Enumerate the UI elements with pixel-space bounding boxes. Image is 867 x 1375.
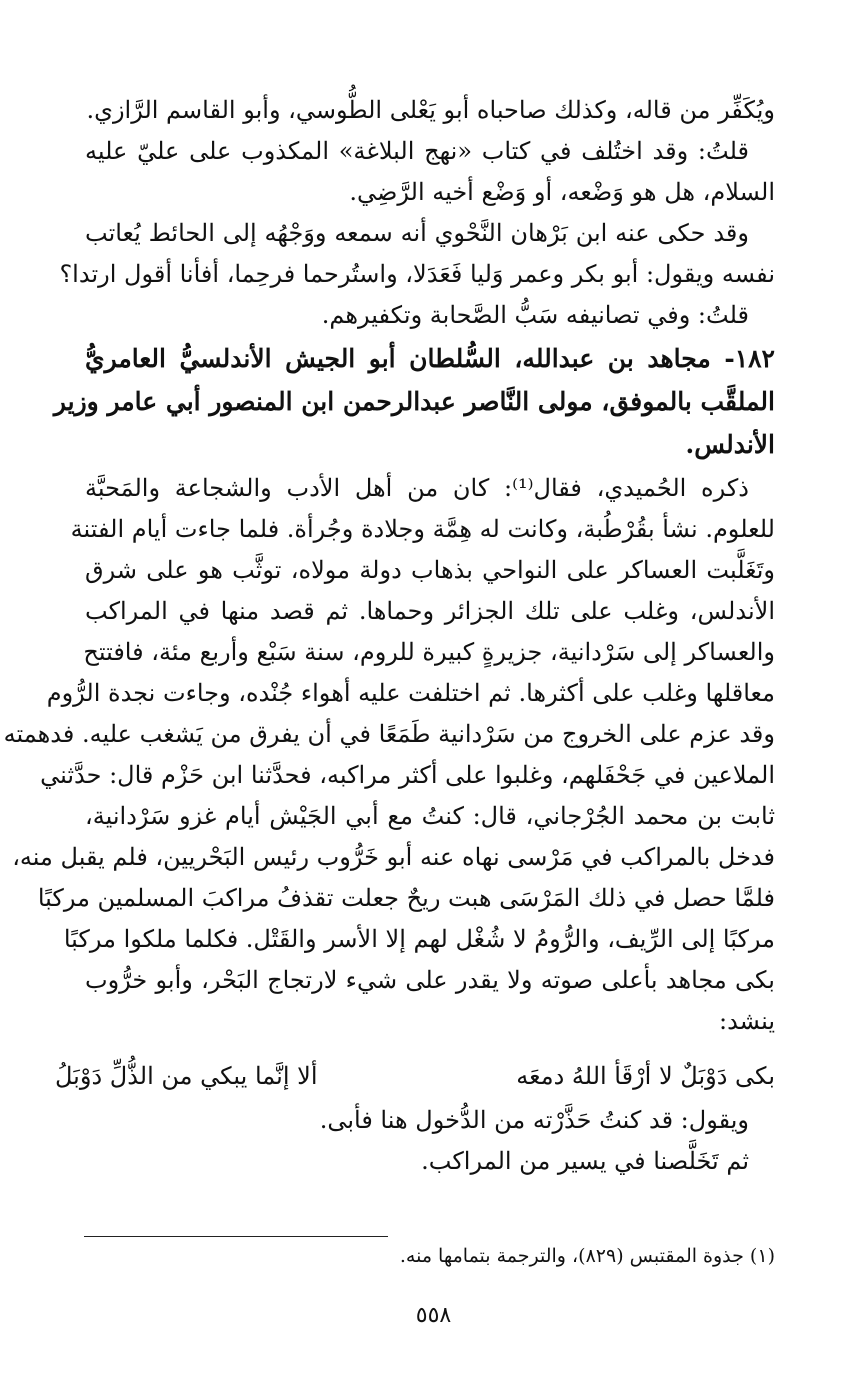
text-line: قلتُ: وفي تصانيفه سَبُّ الصَّحابة وتكفيرهم. — [321, 301, 749, 329]
text-line: فلمَّا حصل في ذلك المَرْسَى هبت ريحٌ جعلت تقذفُ مراكبَ المسلمين مركبًا — [37, 884, 775, 912]
footnote-divider — [84, 1236, 388, 1237]
text-line: والعساكر إلى سَرْدانية، جزيرةٍ كبيرة للروم، سنة سَبْع وأربع مئة، فافتتح — [83, 638, 775, 666]
text-line: ينشد: — [718, 1007, 775, 1035]
top-paragraphs — [59, 90, 775, 336]
heading-line: ١٨٢- مجاهد بن عبدالله، السُّلطان أبو الجيش الأندلسيُّ العامريُّ — [85, 344, 775, 373]
footnote: (١) جذوة المقتبس (٨٢٩)، والترجمة بتمامها منه. — [399, 1245, 775, 1267]
text-line: الأندلس، وغلب على تلك الجزائر وحماها. ثم قصد منها في المراكب — [85, 597, 775, 625]
text-line: ويُكَفِّر من قاله، وكذلك صاحباه أبو يَعْلى الطُّوسي، وأبو القاسم الرَّازي. — [86, 96, 775, 124]
text-line: بكى مجاهد بأعلى صوته ولا يقدر على شيء لارتجاج البَحْر، وأبو خرُّوب — [85, 966, 775, 994]
poem-verse — [55, 1054, 775, 1098]
text-line: ثابت بن محمد الجُرْجاني، قال: كنتُ مع أبي الجَيْش أيام غزو سَرْدانية، — [85, 802, 775, 830]
text-line: ذكره الحُميدي، فقال⁽¹⁾: كان من أهل الأدب والشجاعة والمَحبَّة — [85, 474, 749, 502]
text-line: الملاعين في جَحْفَلهم، وغلبوا على أكثر مراكبه، فحدَّثنا ابن حَزْم قال: حدَّثني — [40, 761, 775, 789]
heading-line: الملقَّب بالموفق، مولى النَّاصر عبدالرحمن ابن المنصور أبي عامر وزير — [53, 387, 775, 416]
entry-heading — [53, 337, 775, 466]
text-line: وقد عزم على الخروج من سَرْدانية طَمَعًا في أن يفرق من يَشغب عليه. فدهمته — [3, 720, 775, 748]
text-line: قلتُ: وقد اختُلف في كتاب «نهج البلاغة» المكذوب على عليّ عليه — [85, 137, 749, 165]
text-line: فدخل بالمراكب في مَرْسى نهاه عنه أبو خَرُّوب رئيس البَحْريين، فلم يقبل منه، — [12, 843, 775, 871]
heading-line: الأندلس. — [685, 430, 775, 459]
text-line: ويقول: قد كنتُ حَذَّرْته من الدُّخول هنا فأبى. — [319, 1106, 749, 1134]
biography-paragraph — [3, 468, 775, 1042]
text-line: معاقلها وغلب على أكثرها. ثم اختلفت عليه أهواء جُنْده، وجاءت نجدة الرُّوم — [46, 679, 775, 707]
poem-second-hemistich: ألا إنَّما يبكي من الذُّلِّ دَوْبَلُ — [55, 1062, 318, 1090]
text-line: وتَغَلَّبت العساكر على النواحي بذهاب دولة مولاه، توثَّب هو على شرق — [85, 556, 775, 584]
page-number: ٥٥٨ — [415, 1303, 452, 1328]
text-line: وقد حكى عنه ابن بَرْهان النَّحْوي أنه سمعه ووَجْهُه إلى الحائط يُعاتب — [85, 219, 749, 247]
after-poem — [85, 1100, 775, 1182]
text-line: السلام، هل هو وَضْعه، أو وَضْع أخيه الرَّضِي. — [349, 178, 775, 206]
text-line: ثم تَخَلَّصنا في يسير من المراكب. — [421, 1147, 749, 1175]
text-line: مركبًا إلى الرِّيف، والرُّومُ لا شُغْل لهم إلا الأسر والقَتْل. فكلما ملكوا مركبًا — [63, 925, 775, 953]
poem-first-hemistich: بكى دَوْبَلٌ لا أرْقَأ اللهُ دمعَه — [516, 1062, 775, 1090]
text-line: للعلوم. نشأ بقُرْطُبة، وكانت له هِمَّة وجلادة وجُرأة. فلما جاءت أيام الفتنة — [70, 515, 775, 543]
text-line: نفسه ويقول: أبو بكر وعمر وَليا فَعَدَلا، واستُرحما فرحِما، أفأنا أقول ارتدا؟ — [59, 260, 775, 288]
